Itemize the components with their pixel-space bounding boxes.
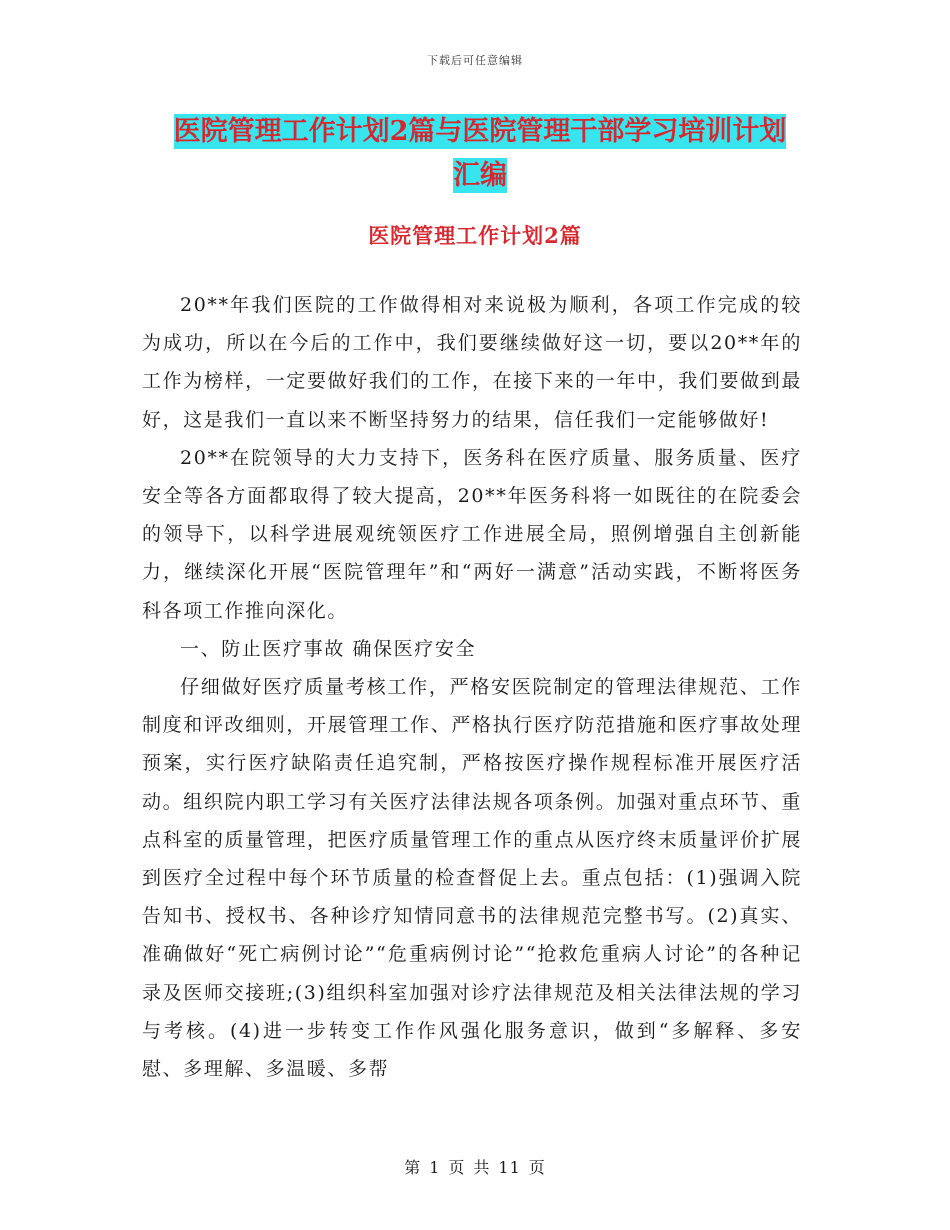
page-footer bbox=[0, 1155, 950, 1178]
footer-prefix: 第 bbox=[404, 1158, 422, 1177]
document-title-line-2: 汇编 bbox=[453, 160, 507, 191]
section-title: 医院管理工作计划2篇 bbox=[368, 223, 582, 248]
footer-suffix: 页 bbox=[528, 1158, 546, 1177]
paragraph: 20**年我们医院的工作做得相对来说极为顺利，各项工作完成的较为成功，所以在今后的工作中，我们要继续做好这一切，要以20**年的工作为榜样，一定要做好我们的工作，在接下来的一年中，我们要做到最好，这是我们一直以来不断坚持努力的结果，信任我们一定能够做好! bbox=[142, 294, 802, 431]
footer-total-pages: 11 bbox=[498, 1158, 521, 1177]
document-body bbox=[142, 286, 802, 1088]
footer-page-label: 页 bbox=[448, 1158, 466, 1177]
footer-page-number: 1 bbox=[429, 1158, 441, 1177]
header-note: 下载后可任意编辑 bbox=[427, 54, 523, 67]
paragraph: 20**在院领导的大力支持下，医务科在医疗质量、服务质量、医疗安全等各方面都取得了较大提高，20**年医务科将一如既往的在院委会的领导下，以科学进展观统领医疗工作进展全局，照例增强自主创新能力，继续深化开展“医院管理年”和“两好一满意”活动实践，不断将医务科各项工作推向深化。 bbox=[142, 446, 802, 622]
document-title bbox=[150, 110, 810, 198]
document-title-line-1: 医院管理工作计划2篇与医院管理干部学习培训计划 bbox=[173, 116, 787, 147]
subsection-heading: 一、防止医疗事故 确保医疗安全 bbox=[180, 637, 477, 660]
footer-total-label: 共 bbox=[473, 1158, 491, 1177]
paragraph: 仔细做好医疗质量考核工作，严格安医院制定的管理法律规范、工作制度和评改细则，开展管理工作、严格执行医疗防范措施和医疗事故处理预案，实行医疗缺陷责任追究制，严格按医疗操作规程标准开展医疗活动。组织院内职工学习有关医疗法律法规各项条例。加强对重点环节、重点科室的质量管理，把医疗质量管理工作的重点从医疗终末质量评价扩展到医疗全过程中每个环节质量的检查督促上去。重点包括：(1)强调入院告知书、授权书、各种诊疗知情同意书的法律规范完整书写。(2)真实、准确做好“死亡病例讨论”“危重病例讨论”“抢救危重病人讨论”的各种记录及医师交接班;(3)组织科室加强对诊疗法律规范及相关法律法规的学习与考核。(4)进一步转变工作作风强化服务意识，做到“多解释、多安慰、多理解、多温暖、多帮 bbox=[142, 676, 802, 1081]
